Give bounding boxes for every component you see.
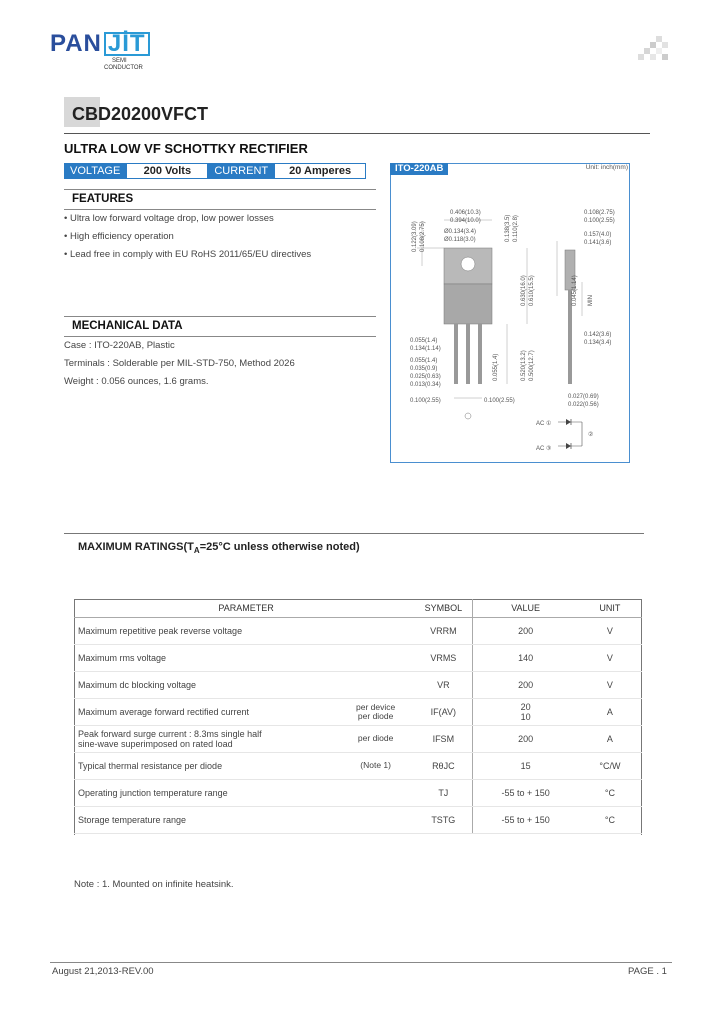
logo-sub-line-1: SEMI	[112, 58, 127, 64]
dim-label: MIN	[588, 295, 594, 306]
row-param: Maximum rms voltage	[74, 644, 337, 671]
dim-label: 0.022(0.56)	[568, 402, 599, 408]
dim-label: 0.520(13.2)	[521, 350, 527, 381]
ratings-title-prefix: MAXIMUM RATINGS(T	[78, 541, 194, 553]
features-heading: FEATURES	[72, 193, 134, 205]
dim-label: 0.406(10.3)	[450, 210, 481, 216]
features-top-line	[64, 189, 376, 190]
table-row	[74, 671, 642, 698]
dim-label: 0.100(2.55)	[484, 398, 515, 404]
dim-label: 0.100(2.55)	[584, 218, 615, 224]
header-value: VALUE	[473, 599, 578, 617]
header-parameter: PARAMETER	[74, 599, 414, 617]
row-cond	[337, 617, 414, 644]
dim-label: 0.110(2.8)	[513, 215, 519, 242]
ratings-title-sub: A	[193, 546, 200, 556]
mechanical-item: Case : ITO-220AB, Plastic	[64, 340, 175, 351]
dim-label: 0.013(0.34)	[410, 382, 441, 388]
header-symbol: SYMBOL	[414, 599, 473, 617]
row-value: -55 to + 150	[473, 806, 578, 833]
page-number: PAGE . 1	[628, 966, 667, 977]
package-units: Unit: inch(mm)	[585, 164, 628, 171]
table-row	[74, 617, 642, 644]
dim-label: 0.025(0.63)	[410, 374, 441, 380]
dim-label: 0.142(3.6)	[584, 332, 612, 338]
current-label: CURRENT	[208, 163, 274, 179]
row-unit: V	[578, 617, 642, 644]
ratings-divider	[64, 533, 644, 534]
row-cond	[337, 644, 414, 671]
package-header	[390, 163, 630, 175]
ratings-table	[74, 599, 642, 834]
diode-2-icon	[566, 443, 571, 449]
row-value: 200	[473, 671, 578, 698]
table-row	[74, 725, 642, 752]
diode-1-icon	[566, 419, 571, 425]
row-value: 20 10	[473, 698, 578, 725]
row-value: 140	[473, 644, 578, 671]
current-value: 20 Amperes	[274, 163, 366, 179]
mechanical-heading: MECHANICAL DATA	[72, 320, 183, 332]
row-param: Storage temperature range	[74, 806, 337, 833]
ratings-title-suffix: =25°C unless otherwise noted)	[199, 541, 360, 553]
spec-row	[64, 163, 366, 179]
row-symbol: RθJC	[414, 752, 473, 779]
dim-label: 0.055(1.4)	[493, 353, 499, 381]
dim-label: 0.141(3.6)	[584, 240, 612, 246]
lead-1-shape	[454, 324, 458, 384]
row-param: Operating junction temperature range	[74, 779, 337, 806]
row-unit: A	[578, 698, 642, 725]
dim-label: 0.610(15.5)	[529, 275, 535, 306]
row-unit: °C	[578, 806, 642, 833]
dim-label: 0.055(1.4)	[410, 358, 438, 364]
title-divider	[64, 133, 650, 134]
company-logo	[50, 30, 150, 58]
table-row	[74, 806, 642, 833]
footnote: Note : 1. Mounted on infinite heatsink.	[74, 879, 234, 890]
voltage-value: 200 Volts	[126, 163, 208, 179]
dim-label: 0.630(16.0)	[521, 275, 527, 306]
dim-label: 0.108(2.75)	[420, 221, 426, 252]
row-symbol: VR	[414, 671, 473, 698]
row-param: Typical thermal resistance per diode	[74, 752, 337, 779]
pin-1-label: AC ①	[536, 421, 552, 427]
decorative-dots-icon	[638, 36, 668, 66]
feature-item: • Ultra low forward voltage drop, low power losses	[64, 213, 274, 224]
dim-label: Ø0.134(3.4)	[444, 229, 477, 235]
table-row	[74, 752, 642, 779]
pin-3-label: AC ③	[536, 446, 552, 452]
dim-label: Ø0.118(3.0)	[444, 237, 476, 243]
package-label: ITO-220AB	[390, 163, 448, 175]
row-symbol: VRRM	[414, 617, 473, 644]
row-symbol: IF(AV)	[414, 698, 473, 725]
dim-label: 0.045(1.14)	[572, 275, 578, 306]
mechanical-item: Terminals : Solderable per MIL-STD-750, Method 2026	[64, 358, 295, 369]
lead-3-shape	[478, 324, 482, 384]
dim-label: 0.027(0.69)	[568, 394, 599, 400]
row-symbol: VRMS	[414, 644, 473, 671]
part-number: CBD20200VFCT	[72, 104, 209, 124]
dim-label: 0.394(10.0)	[450, 218, 481, 224]
row-value: -55 to + 150	[473, 779, 578, 806]
voltage-label: VOLTAGE	[64, 163, 126, 179]
row-unit: V	[578, 671, 642, 698]
product-subtitle: ULTRA LOW VF SCHOTTKY RECTIFIER	[64, 141, 308, 156]
ratings-title	[78, 541, 360, 555]
logo-jit: JİT	[104, 32, 150, 56]
feature-item: • High efficiency operation	[64, 231, 174, 242]
row-param: Maximum repetitive peak reverse voltage	[74, 617, 337, 644]
dim-label: 0.157(4.0)	[584, 232, 612, 238]
row-cond: per diode	[337, 725, 414, 752]
row-cond	[337, 671, 414, 698]
row-symbol: TSTG	[414, 806, 473, 833]
pin-2-label: ②	[588, 432, 594, 438]
row-value: 200	[473, 617, 578, 644]
features-list	[64, 210, 311, 264]
package-body-shape	[444, 284, 492, 324]
mechanical-list	[64, 337, 295, 391]
row-cond	[337, 806, 414, 833]
logo-sub-line-2: CONDUCTOR	[104, 65, 143, 71]
row-param: Maximum dc blocking voltage	[74, 671, 337, 698]
logo-subtext	[104, 58, 143, 72]
row-value: 15	[473, 752, 578, 779]
dim-label: 0.134(1.14)	[410, 346, 441, 352]
feature-item: • Lead free in comply with EU RoHS 2011/65/EU directives	[64, 249, 312, 260]
row-cond	[337, 779, 414, 806]
dim-label: 0.500(12.7)	[529, 350, 535, 381]
row-unit: °C	[578, 779, 642, 806]
dim-label: 0.122(3.09)	[412, 221, 418, 252]
dim-label: 0.138(3.5)	[505, 214, 511, 242]
dim-label: 0.055(1.4)	[410, 338, 438, 344]
table-row	[74, 644, 642, 671]
row-unit: °C/W	[578, 752, 642, 779]
footer-divider	[50, 962, 672, 963]
row-cond: per device per diode	[337, 698, 414, 725]
row-param: Peak forward surge current : 8.3ms single half sine-wave superimposed on rated load	[74, 725, 337, 752]
row-symbol: IFSM	[414, 725, 473, 752]
dim-label: 0.100(2.55)	[410, 398, 441, 404]
row-param: Maximum average forward rectified current	[74, 698, 337, 725]
row-value: 200	[473, 725, 578, 752]
dim-label: 0.035(0.9)	[410, 366, 438, 372]
table-header-row	[74, 599, 642, 617]
lead-2-shape	[466, 324, 470, 384]
mounting-hole-shape	[461, 257, 475, 271]
header-unit: UNIT	[578, 599, 642, 617]
table-row	[74, 698, 642, 725]
row-unit: A	[578, 725, 642, 752]
logo-pan: PAN	[50, 30, 102, 57]
package-outline-drawing	[392, 176, 628, 460]
dim-label: 0.134(3.4)	[584, 340, 612, 346]
row-cond: (Note 1)	[337, 752, 414, 779]
revision-date: August 21,2013-REV.00	[52, 966, 154, 977]
table-row	[74, 779, 642, 806]
row-symbol: TJ	[414, 779, 473, 806]
dim-label: 0.108(2.75)	[584, 210, 615, 216]
mechanical-top-line	[64, 316, 376, 317]
row-unit: V	[578, 644, 642, 671]
mechanical-item: Weight : 0.056 ounces, 1.6 grams.	[64, 376, 209, 387]
